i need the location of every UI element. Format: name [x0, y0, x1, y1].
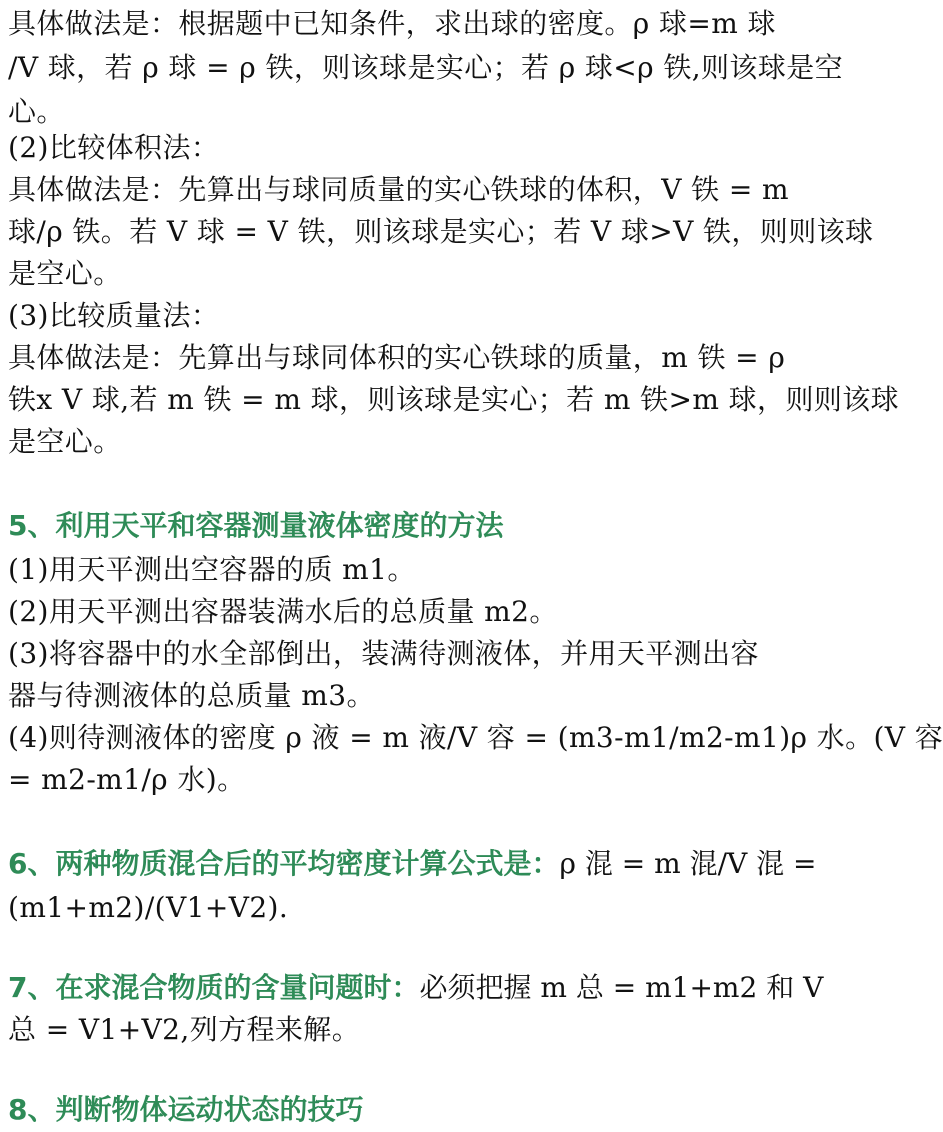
section-6-formula: ρ 混 = m 混/V 混 = [559, 847, 817, 880]
text-line: 是空心。 [8, 425, 122, 458]
text-line: 具体做法是：先算出与球同体积的实心铁球的质量，m 铁 = ρ [8, 341, 786, 374]
text-line: (3)比较质量法： [8, 299, 220, 332]
text-line: (2)用天平测出容器装满水后的总质量 m2。 [8, 595, 558, 628]
text-line: 总 = V1+V2,列方程来解。 [8, 1013, 361, 1046]
section-7-title: 7、在求混合物质的含量问题时： [8, 971, 420, 1004]
text-line: 心。 [8, 95, 65, 128]
text-line: 具体做法是：根据题中已知条件，求出球的密度。ρ 球=m 球 [8, 7, 776, 40]
section-8-heading: 8、判断物体运动状态的技巧 [8, 1093, 364, 1126]
text-line: 器与待测液体的总质量 m3。 [8, 679, 375, 712]
text-line: 铁x V 球,若 m 铁 = m 球，则该球是实心；若 m 铁>m 球，则则该球 [8, 383, 900, 416]
section-7-text: 必须把握 m 总 = m1+m2 和 V [419, 971, 824, 1004]
text-line: /V 球，若 ρ 球 = ρ 铁，则该球是实心；若 ρ 球<ρ 铁,则该球是空 [8, 51, 844, 84]
text-line: (1)用天平测出空容器的质 m1。 [8, 553, 416, 586]
text-line: (m1+m2)/(V1+V2). [8, 891, 289, 924]
section-6-title: 6、两种物质混合后的平均密度计算公式是： [8, 847, 560, 880]
text-line: 球/ρ 铁。若 V 球 = V 铁，则该球是实心；若 V 球>V 铁，则则该球 [8, 215, 874, 248]
text-line: (3)将容器中的水全部倒出，装满待测液体，并用天平测出容 [8, 637, 759, 670]
text-line: = m2-m1/ρ 水)。 [8, 763, 246, 796]
section-6-heading [8, 842, 817, 886]
text-line: 是空心。 [8, 257, 122, 290]
text-line: 具体做法是：先算出与球同质量的实心铁球的体积，V 铁 = m [8, 173, 789, 206]
section-5-heading: 5、利用天平和容器测量液体密度的方法 [8, 509, 504, 542]
text-line: (2)比较体积法： [8, 131, 220, 164]
section-7-heading [8, 966, 824, 1010]
text-line: (4)则待测液体的密度 ρ 液 = m 液/V 容 = (m3-m1/m2-m1)ρ 水。(V 容 [8, 721, 943, 754]
